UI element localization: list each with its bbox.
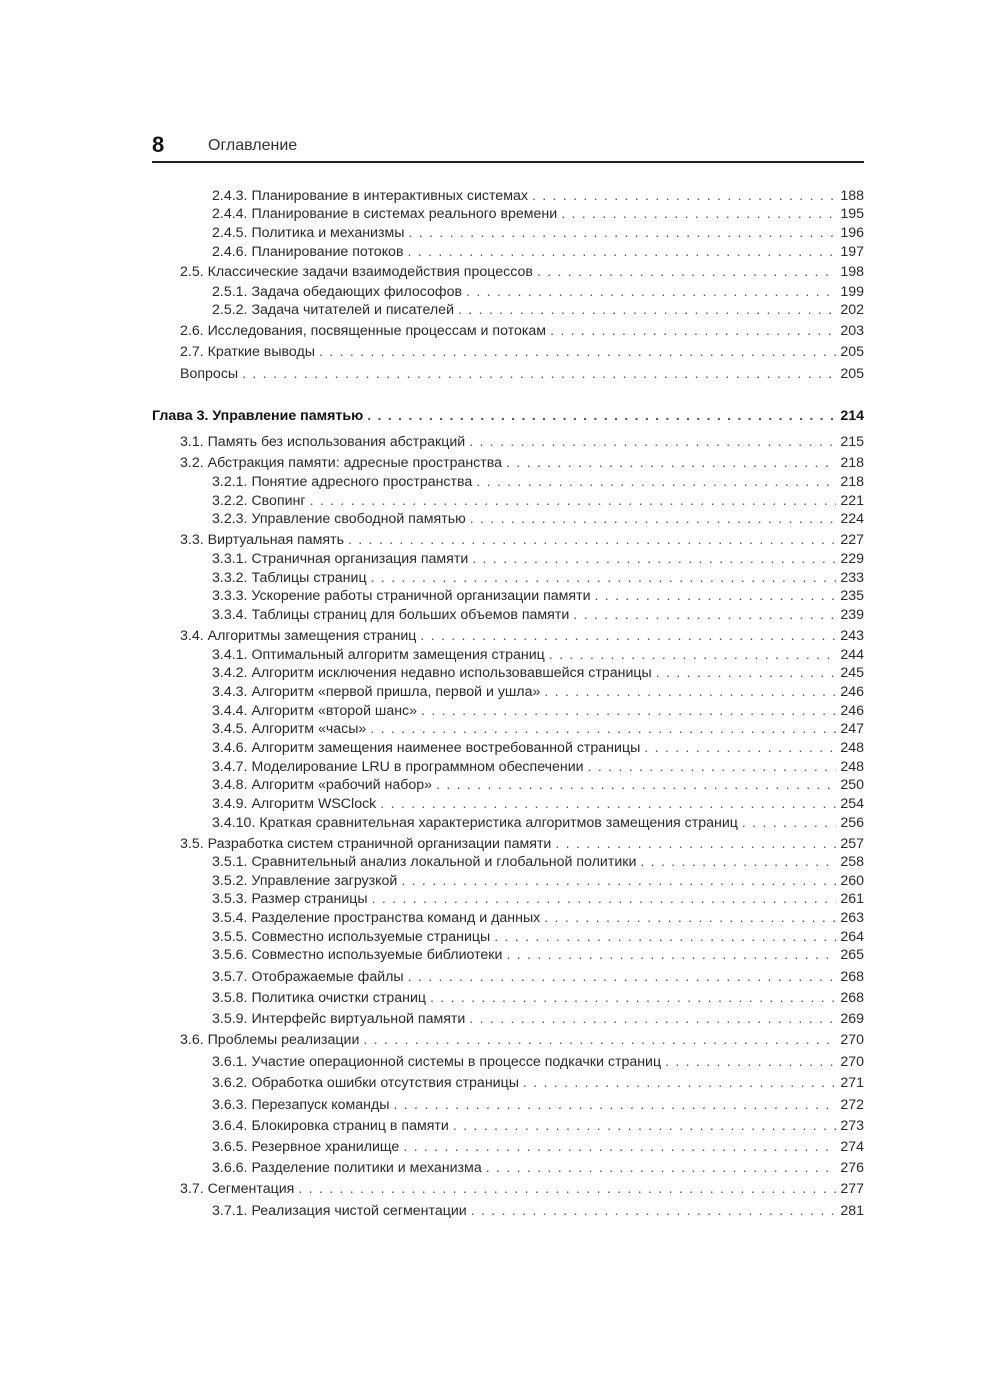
toc-entry: [212, 703, 864, 719]
toc-entry: [180, 264, 864, 280]
toc-entry-title: 3.5.1. Сравнительный анализ локальной и глобальной политики: [212, 854, 637, 870]
toc-entry-title: 3.6.5. Резервное хранилище: [212, 1139, 400, 1155]
dot-leader: [644, 740, 836, 756]
toc-entry: [212, 721, 864, 737]
toc-entry-title: 3.6.2. Обработка ошибки отсутствия страницы: [212, 1075, 519, 1091]
toc-entry: [212, 854, 864, 870]
toc-entry: [180, 366, 864, 382]
toc-entry-page-number: 196: [840, 225, 864, 241]
toc-entry-title: 3.3. Виртуальная память: [180, 532, 344, 548]
toc-entry-title: 3.4.6. Алгоритм замещения наименее востребованной страницы: [212, 740, 641, 756]
toc-entry: [212, 1160, 864, 1176]
toc-entry: [212, 815, 864, 831]
toc-entry-page-number: 245: [840, 665, 864, 681]
toc-entry-page-number: 233: [840, 570, 864, 586]
toc-entry-title: 3.6.6. Разделение политики и механизма: [212, 1160, 482, 1176]
dot-leader: [532, 188, 836, 204]
toc-entry-page-number: 229: [840, 551, 864, 567]
toc-entry-page-number: 248: [840, 759, 864, 775]
toc-entry: [212, 493, 864, 509]
toc-entry-page-number: 272: [840, 1097, 864, 1113]
toc-entry-title: 3.4.5. Алгоритм «часы»: [212, 721, 367, 737]
dot-leader: [561, 206, 836, 222]
toc-entry-title: 3.3.2. Таблицы страниц: [212, 570, 367, 586]
toc-entry: [212, 206, 864, 222]
toc-entry-page-number: 277: [840, 1181, 864, 1197]
toc-entry: [212, 873, 864, 889]
toc-entry-page-number: 274: [840, 1139, 864, 1155]
toc-entry-page-number: 195: [840, 206, 864, 222]
toc-entry-title: 3.5.8. Политика очистки страниц: [212, 990, 427, 1006]
toc-entry-title: 3.4.8. Алгоритм «рабочий набор»: [212, 777, 433, 793]
toc-entry-page-number: 246: [840, 703, 864, 719]
toc-entry-title: 3.4.10. Краткая сравнительная характеристика алгоритмов замещения страниц: [212, 815, 738, 831]
toc-entry: [212, 910, 864, 926]
toc-entry-page-number: 268: [840, 990, 864, 1006]
toc-entry-page-number: 264: [840, 929, 864, 945]
toc-entry-title: 3.7.1. Реализация чистой сегментации: [212, 1203, 467, 1219]
toc-entry-title: 3.3.4. Таблицы страниц для больших объемов памяти: [212, 607, 570, 623]
toc-entry: [212, 740, 864, 756]
toc-entry-title: 3.1. Память без использования абстракций: [180, 434, 466, 450]
toc-entry-title: 3.2. Абстракция памяти: адресные пространства: [180, 455, 503, 471]
toc-entry-title: 3.5. Разработка систем страничной организации памяти: [180, 836, 552, 852]
toc-entry-title: 2.4.3. Планирование в интерактивных системах: [212, 188, 528, 204]
toc-entry: [212, 759, 864, 775]
toc-entry-title: 3.4. Алгоритмы замещения страниц: [180, 628, 417, 644]
dot-leader: [453, 1118, 836, 1134]
dot-leader: [408, 969, 837, 985]
dot-leader: [436, 777, 836, 793]
toc-entry-page-number: 221: [840, 493, 864, 509]
toc-entry: [212, 225, 864, 241]
toc-entry-page-number: 248: [840, 740, 864, 756]
toc-entry-page-number: 227: [840, 532, 864, 548]
toc-entry-title: 3.6.3. Перезапуск команды: [212, 1097, 390, 1113]
dot-leader: [371, 570, 837, 586]
toc-entry-page-number: 257: [840, 836, 864, 852]
running-head: [152, 132, 864, 162]
toc-entry: [212, 302, 864, 318]
toc-entry-title: 3.2.3. Управление свободной памятью: [212, 511, 466, 527]
toc-entry: [180, 455, 864, 471]
dot-leader: [408, 225, 836, 241]
toc-entry: [212, 607, 864, 623]
toc-entry-title: 3.6.4. Блокировка страниц в памяти: [212, 1118, 449, 1134]
toc-entry-title: 2.4.4. Планирование в системах реального времени: [212, 206, 558, 222]
toc-entry: [180, 836, 864, 852]
toc-entry-page-number: 188: [840, 188, 864, 204]
dot-leader: [523, 1075, 836, 1091]
toc-entry-title: 3.4.9. Алгоритм WSClock: [212, 796, 377, 812]
toc-entry-page-number: 218: [840, 455, 864, 471]
dot-leader: [573, 607, 836, 623]
toc-entry-page-number: 265: [840, 947, 864, 963]
toc-entry: [212, 990, 864, 1006]
toc-entry-page-number: 214: [840, 408, 864, 424]
dot-leader: [458, 302, 836, 318]
dot-leader: [469, 434, 836, 450]
toc-entry-page-number: 270: [840, 1054, 864, 1070]
running-head-title: Оглавление: [208, 137, 298, 154]
toc-entry-title: 3.6.1. Участие операционной системы в процессе подкачки страниц: [212, 1054, 662, 1070]
dot-leader: [588, 759, 837, 775]
toc-entry-title: 2.4.5. Политика и механизмы: [212, 225, 405, 241]
dot-leader: [393, 1097, 836, 1113]
toc-entry-page-number: 247: [840, 721, 864, 737]
toc-entry-title: 2.5.2. Задача читателей и писателей: [212, 302, 455, 318]
dot-leader: [348, 532, 836, 548]
dot-leader: [310, 493, 837, 509]
dot-leader: [544, 684, 836, 700]
toc-entry: [212, 1118, 864, 1134]
toc-entry: [180, 434, 864, 450]
toc-entry-page-number: 205: [840, 366, 864, 382]
dot-leader: [506, 947, 836, 963]
toc-entry-page-number: 268: [840, 969, 864, 985]
dot-leader: [372, 891, 837, 907]
dot-leader: [363, 1032, 836, 1048]
toc-entry-title: 3.3.3. Ускорение работы страничной организации памяти: [212, 588, 591, 604]
toc-entry-page-number: 243: [840, 628, 864, 644]
dot-leader: [506, 455, 836, 471]
toc-entry-page-number: 218: [840, 474, 864, 490]
toc-entry-page-number: 263: [840, 910, 864, 926]
toc-entry-page-number: 254: [840, 796, 864, 812]
dot-leader: [472, 551, 836, 567]
dot-leader: [401, 873, 836, 889]
toc-entry-title: 3.5.5. Совместно используемые страницы: [212, 929, 491, 945]
toc-entry-title: 2.6. Исследования, посвященные процессам и потокам: [180, 323, 547, 339]
toc-entry: [212, 665, 864, 681]
toc-entry-title: 3.5.9. Интерфейс виртуальной памяти: [212, 1011, 466, 1027]
toc-entry: [212, 284, 864, 300]
toc-entry: [212, 796, 864, 812]
dot-leader: [640, 854, 836, 870]
dot-leader: [470, 511, 837, 527]
toc-entry-title: 3.6. Проблемы реализации: [180, 1032, 360, 1048]
toc-entry: [180, 1181, 864, 1197]
dot-leader: [380, 796, 836, 812]
dot-leader: [430, 990, 836, 1006]
dot-leader: [367, 408, 836, 424]
toc-entry-page-number: 269: [840, 1011, 864, 1027]
header-rule: [152, 161, 864, 163]
toc-entry-title: 3.7. Сегментация: [180, 1181, 295, 1197]
toc-entry-page-number: 246: [840, 684, 864, 700]
toc-entry: [212, 969, 864, 985]
toc-entry: [212, 570, 864, 586]
toc-entry-page-number: 271: [840, 1075, 864, 1091]
dot-leader: [550, 323, 836, 339]
toc-entry: [212, 188, 864, 204]
toc-entry: [212, 1011, 864, 1027]
toc-entry-page-number: 276: [840, 1160, 864, 1176]
toc-entry-page-number: 197: [840, 244, 864, 260]
toc-entry-title: 3.5.2. Управление загрузкой: [212, 873, 398, 889]
toc-entry-title: 2.7. Краткие выводы: [180, 344, 315, 360]
page-number: 8: [152, 132, 165, 157]
dot-leader: [555, 836, 836, 852]
toc-chapter-entry: [152, 408, 864, 424]
dot-leader: [466, 284, 836, 300]
toc-entry-title: 3.4.4. Алгоритм «второй шанс»: [212, 703, 418, 719]
dot-leader: [298, 1181, 836, 1197]
toc-entry-title: 2.5.1. Задача обедающих философов: [212, 284, 463, 300]
toc-entry-title: 3.4.7. Моделирование LRU в программном обеспечении: [212, 759, 584, 775]
toc-entry: [212, 1139, 864, 1155]
toc-entry-page-number: 205: [840, 344, 864, 360]
toc-entry: [212, 474, 864, 490]
dot-leader: [494, 929, 836, 945]
toc-entry-page-number: 198: [840, 264, 864, 280]
toc-entry: [212, 1203, 864, 1219]
dot-leader: [408, 244, 837, 260]
toc-entry-page-number: 281: [840, 1203, 864, 1219]
toc-entry-page-number: 260: [840, 873, 864, 889]
toc-entry: [212, 929, 864, 945]
toc-entry-page-number: 261: [840, 891, 864, 907]
dot-leader: [476, 474, 836, 490]
toc-entry-title: Глава 3. Управление памятью: [152, 408, 364, 424]
dot-leader: [471, 1203, 837, 1219]
toc-entry-title: 3.5.6. Совместно используемые библиотеки: [212, 947, 503, 963]
dot-leader: [742, 815, 836, 831]
toc-entry: [180, 344, 864, 360]
toc-entry: [180, 1032, 864, 1048]
toc-entry-page-number: 270: [840, 1032, 864, 1048]
toc-entry-title: 3.4.1. Оптимальный алгоритм замещения страниц: [212, 647, 545, 663]
dot-leader: [595, 588, 837, 604]
toc-entry-page-number: 199: [840, 284, 864, 300]
dot-leader: [420, 628, 836, 644]
dot-leader: [537, 264, 836, 280]
toc-entry-page-number: 224: [840, 511, 864, 527]
toc-entry-title: 2.5. Классические задачи взаимодействия процессов: [180, 264, 533, 280]
toc-entry-title: 3.2.1. Понятие адресного пространства: [212, 474, 473, 490]
toc-entry: [212, 947, 864, 963]
toc-entry-page-number: 273: [840, 1118, 864, 1134]
toc-entry-page-number: 239: [840, 607, 864, 623]
toc-entry-title: 3.2.2. Свопинг: [212, 493, 306, 509]
toc-entry-page-number: 244: [840, 647, 864, 663]
toc-entry: [212, 588, 864, 604]
toc-entry-title: Вопросы: [180, 366, 239, 382]
toc-entry: [212, 511, 864, 527]
dot-leader: [319, 344, 836, 360]
toc-entry-title: 3.5.3. Размер страницы: [212, 891, 368, 907]
toc-entry: [180, 532, 864, 548]
toc-entry-title: 3.4.2. Алгоритм исключения недавно использовавшейся страницы: [212, 665, 652, 681]
dot-leader: [549, 647, 837, 663]
toc-entry-page-number: 235: [840, 588, 864, 604]
dot-leader: [421, 703, 836, 719]
toc-entry: [212, 244, 864, 260]
toc-entry-page-number: 202: [840, 302, 864, 318]
toc-entry: [212, 551, 864, 567]
toc-entry: [180, 628, 864, 644]
toc-entry-title: 3.5.7. Отображаемые файлы: [212, 969, 404, 985]
toc-entry: [212, 1054, 864, 1070]
toc-entry-title: 3.4.3. Алгоритм «первой пришла, первой и ушла»: [212, 684, 541, 700]
dot-leader: [665, 1054, 836, 1070]
dot-leader: [486, 1160, 837, 1176]
toc-entry-page-number: 258: [840, 854, 864, 870]
toc-entry-page-number: 215: [840, 434, 864, 450]
toc-entry: [212, 647, 864, 663]
toc-entry-title: 3.3.1. Страничная организация памяти: [212, 551, 469, 567]
dot-leader: [656, 665, 837, 681]
dot-leader: [544, 910, 836, 926]
toc-entry-page-number: 256: [840, 815, 864, 831]
dot-leader: [403, 1139, 836, 1155]
toc-entry-page-number: 203: [840, 323, 864, 339]
toc-entry-title: 3.5.4. Разделение пространства команд и данных: [212, 910, 541, 926]
dot-leader: [370, 721, 836, 737]
toc-entry: [212, 1097, 864, 1113]
toc-entry: [212, 891, 864, 907]
toc-entry: [180, 323, 864, 339]
toc-entry: [212, 684, 864, 700]
dot-leader: [242, 366, 836, 382]
toc-entry-title: 2.4.6. Планирование потоков: [212, 244, 404, 260]
toc-entry-page-number: 250: [840, 777, 864, 793]
dot-leader: [469, 1011, 836, 1027]
toc-entry: [212, 777, 864, 793]
toc-entry: [212, 1075, 864, 1091]
